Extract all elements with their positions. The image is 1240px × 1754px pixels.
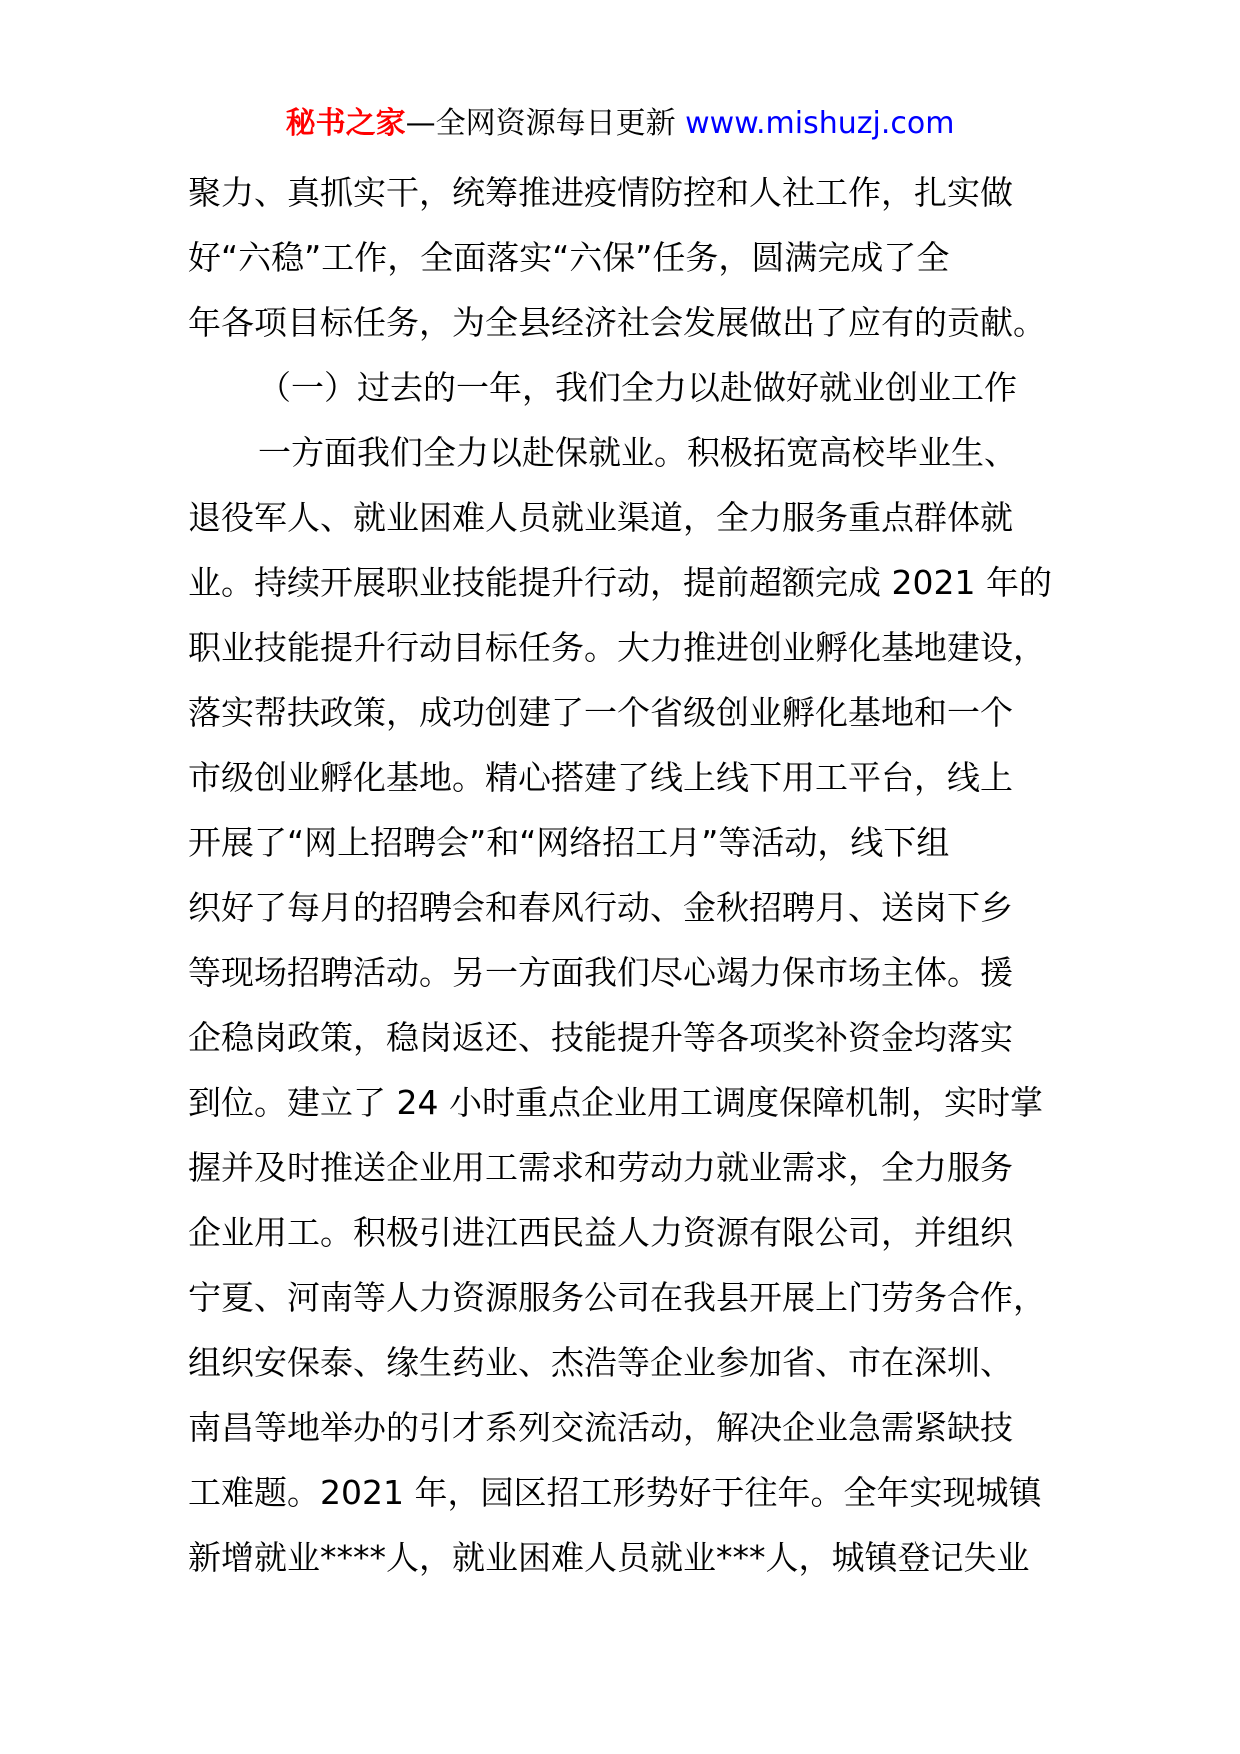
text-line: 等现场招聘活动。另一方面我们尽心竭力保市场主体。援 bbox=[188, 953, 1013, 992]
header-url-link[interactable]: www.mishuzj.com bbox=[685, 106, 955, 141]
header-tagline: —全网资源每日更新 bbox=[405, 106, 676, 141]
text-line: 握并及时推送企业用工需求和劳动力就业需求，全力服务 bbox=[188, 1148, 1013, 1187]
text-line: 业。持续开展职业技能提升行动，提前超额完成 2021 年的 bbox=[188, 563, 1052, 602]
text-line: 职业技能提升行动目标任务。大力推进创业孵化基地建设， bbox=[188, 628, 1046, 667]
text-line: 聚力、真抓实干，统筹推进疫情防控和人社工作，扎实做 bbox=[188, 173, 1013, 212]
text-line: 新增就业****人，就业困难人员就业***人，城镇登记失业 bbox=[188, 1538, 1030, 1577]
header-brand: 秘书之家 bbox=[285, 106, 406, 141]
text-line: 市级创业孵化基地。精心搭建了线上线下用工平台，线上 bbox=[188, 758, 1013, 797]
text-line: 开展了“网上招聘会”和“网络招工月”等活动，线下组 bbox=[188, 823, 950, 862]
text-line: 南昌等地举办的引才系列交流活动，解决企业急需紧缺技 bbox=[188, 1408, 1013, 1447]
text-line: 宁夏、河南等人力资源服务公司在我县开展上门劳务合作， bbox=[188, 1278, 1046, 1317]
text-line: 好“六稳”工作，全面落实“六保”任务，圆满完成了全 bbox=[188, 238, 950, 277]
document-body bbox=[188, 160, 1068, 1590]
paragraph-start-line: 一方面我们全力以赴保就业。积极拓宽高校毕业生、 bbox=[258, 433, 1017, 472]
text-line: 年各项目标任务，为全县经济社会发展做出了应有的贡献。 bbox=[188, 303, 1046, 342]
text-line: 企稳岗政策，稳岗返还、技能提升等各项奖补资金均落实 bbox=[188, 1018, 1013, 1057]
text-line: 落实帮扶政策，成功创建了一个省级创业孵化基地和一个 bbox=[188, 693, 1013, 732]
text-line: 到位。建立了 24 小时重点企业用工调度保障机制，实时掌 bbox=[188, 1083, 1043, 1122]
text-line: 工难题。2021 年，园区招工形势好于往年。全年实现城镇 bbox=[188, 1473, 1042, 1512]
section-heading: （一）过去的一年，我们全力以赴做好就业创业工作 bbox=[258, 368, 1017, 407]
text-line: 退役军人、就业困难人员就业渠道，全力服务重点群体就 bbox=[188, 498, 1013, 537]
text-line: 组织安保泰、缘生药业、杰浩等企业参加省、市在深圳、 bbox=[188, 1343, 1013, 1382]
text-line: 织好了每月的招聘会和春风行动、金秋招聘月、送岗下乡 bbox=[188, 888, 1013, 927]
text-line: 企业用工。积极引进江西民益人力资源有限公司，并组织 bbox=[188, 1213, 1013, 1252]
page-header bbox=[0, 104, 1240, 144]
